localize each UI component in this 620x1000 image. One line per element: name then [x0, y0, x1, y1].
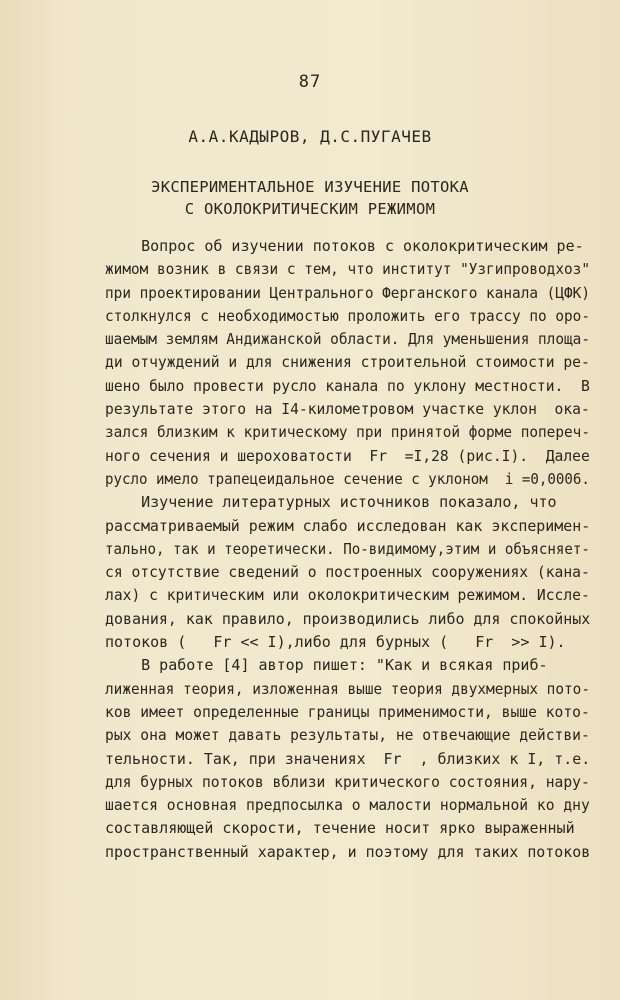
body-line — [105, 584, 590, 607]
body-line-text: русло имело трапецеидальное сечение с уклоном i =0,0006. — [105, 469, 590, 488]
body-line-text: для бурных потоков вблизи критического состояния, нару- — [105, 772, 590, 791]
body-line — [105, 398, 590, 421]
body-line-text: шаемым землям Андижанской области. Для уменьшения площа- — [105, 330, 590, 349]
body-line — [105, 351, 590, 374]
body-line — [105, 468, 590, 491]
body-line — [105, 328, 590, 351]
authors: А.А.КАДЫРОВ, Д.С.ПУГАЧЕВ — [188, 127, 432, 146]
body-line — [105, 841, 590, 864]
body-line-text: рассматриваемый режим слабо исследован как эксперимен- — [105, 516, 591, 535]
body-line-text: тельности. Так, при значениях Fr , близких к I, т.е. — [105, 749, 591, 768]
body-line — [105, 817, 590, 840]
title-line: ЭКСПЕРИМЕНТАЛЬНОЕ ИЗУЧЕНИЕ ПОТОКА — [151, 178, 469, 196]
article-title — [0, 176, 620, 220]
body-line — [105, 678, 590, 701]
body-line-text: зался близким к критическому при принятой форме попереч- — [105, 423, 590, 442]
body-line-text: Вопрос об изучении потоков с околокритическим ре- — [105, 237, 584, 255]
body-line — [105, 282, 590, 305]
body-line-text: шено было провести русло канала по уклону местности. В — [105, 376, 590, 395]
body-line-text: жимом возник в связи с тем, что институт "Узгипроводхоз" — [105, 260, 590, 279]
body-line-text: рых она может давать результаты, не отвечающие действи- — [105, 726, 590, 745]
body-line-text: В работе [4] автор пишет: "Как и всякая приб- — [105, 656, 548, 675]
body-line-text: при проектировании Центрального Ферганского канала (ЦФК) — [105, 283, 590, 302]
body-line — [105, 491, 590, 514]
page-number: 87 — [298, 72, 322, 92]
body-line-text: ков имеет определенные границы применимости, выше кото- — [105, 702, 590, 721]
body-line-text: лах) с критическим или околокритическим режимом. Иссле- — [105, 586, 590, 605]
body-line — [105, 538, 590, 561]
body-line — [105, 421, 590, 444]
body-line — [105, 305, 590, 328]
body-line — [105, 654, 590, 677]
body-line — [105, 771, 590, 794]
body-line — [105, 608, 590, 631]
title-line: С ОКОЛОКРИТИЧЕСКИМ РЕЖИМОМ — [184, 200, 436, 218]
body-line — [105, 375, 590, 398]
body-line-text: пространственный характер, и поэтому для таких потоков — [105, 842, 591, 861]
body-line — [105, 235, 590, 258]
body-line-text: столкнулся с необходимостью проложить его трассу по оро- — [105, 306, 590, 325]
body-text — [105, 235, 590, 864]
body-line-text: тально, так и теоретически. По-видимому,этим и объясняет- — [105, 539, 590, 558]
body-line-text: ся отсутствие сведений о построенных сооружениях (кана- — [105, 563, 590, 582]
body-line-text: результате этого на I4-километровом участке уклон ока- — [105, 400, 590, 419]
body-line-text: лиженная теория, изложенная выше теория двухмерных пото- — [105, 679, 590, 698]
body-line-text: дования, как правило, производились либо для спокойных — [105, 609, 591, 628]
body-line — [105, 561, 590, 584]
body-line-text: шается основная предпосылка о малости нормальной ко дну — [105, 796, 590, 815]
body-line — [105, 724, 590, 747]
body-line-text: ди отчуждений и для снижения строительной стоимости ре- — [105, 353, 590, 372]
body-line-text: Изучение литературных источников показало, что — [105, 493, 557, 512]
body-line — [105, 631, 590, 654]
body-line — [105, 748, 590, 771]
body-line-text: потоков ( Fr << I),либо для бурных ( Fr >> I). — [105, 633, 566, 652]
body-line — [105, 445, 590, 468]
body-line — [105, 701, 590, 724]
body-line — [105, 515, 590, 538]
body-line — [105, 258, 590, 281]
body-line — [105, 794, 590, 817]
body-line-text: ного сечения и шероховатости Fr =I,28 (рис.I). Далее — [105, 446, 590, 465]
body-line-text: составляющей скорости, течение носит ярко выраженный — [105, 819, 575, 838]
